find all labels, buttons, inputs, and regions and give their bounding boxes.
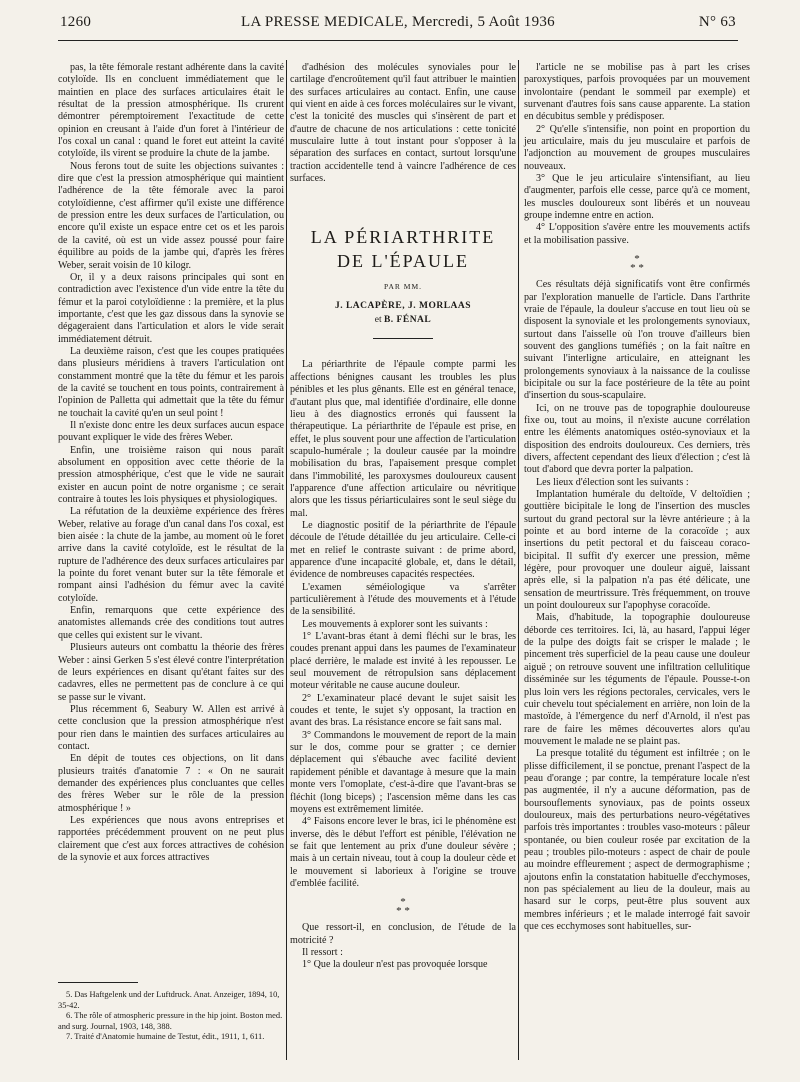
page-header bbox=[60, 14, 736, 38]
paragraph: En dépit de toutes ces objections, on lit dans plusieurs traités d'anatomie 7 : « On ne saurait demander des expériences plus concluantes que celles des frères Weber sur le rôle de la pression atmosphérique ! » bbox=[58, 753, 284, 814]
paragraph: Implantation humérale du deltoïde, V deltoïdien ; gouttière bicipitale le long de l'insertion des muscles surtout du grand pectoral sur la lèvre antérieure ; à la pointe et au bord interne de la coracoïde ; aux insertions du petit pectoral et du faisceau coraco-bicipital. Il suffit d'y exercer une pression, même légère, pour provoquer une douleur aiguë, laissant après elle, si la palpation n'a pas été délicate, une sensation de meurtrissure. Très fréquemment, on trouve un point douloureux sur l'apophyse coracoïde. bbox=[524, 489, 750, 612]
by-label: PAR MM. bbox=[384, 282, 422, 292]
header-rule bbox=[58, 40, 738, 41]
paragraph: La deuxième raison, c'est que les coupes pratiquées dans plusieurs méridiens à travers l'articulation ont constamment montré que la tête du fémur et les parois de la cavité se touchent en tous points, contrairement à l'opinion de Palletta qui admettait que la tête du fémur ne touchait la cavité qu'en un seul point ! bbox=[58, 345, 284, 419]
paragraph: 1° L'avant-bras étant à demi fléchi sur le bras, les coudes prenant appui dans les paumes de l'examinateur placé derrière, le malade est invité à les repousser. Le seul mouvement de rétropulsion sans déplacement moteur véritable ne cause aucune douleur. bbox=[290, 631, 516, 692]
column-2-conclusion bbox=[290, 922, 516, 971]
paragraph: Plusieurs auteurs ont combattu la théorie des frères Weber : ainsi Gerken 5 s'est élevé contre l'interprétation de leurs expériences en disant qu'étant faites sur des cadavres, elles ne permettent pas de conclure à ce qui se passe sur le vivant. bbox=[58, 642, 284, 703]
paragraph: Enfin, une troisième raison qui nous paraît absolument en opposition avec cette théorie de la pression atmosphérique, c'est que le vide ne saurait exister en aucun point de notre organisme ; ce serait contraire à toutes les lois physiques et physiologiques. bbox=[58, 444, 284, 506]
page-number: 1260 bbox=[60, 14, 92, 30]
paragraph: Les mouvements à explorer sont les suivants : bbox=[302, 618, 488, 630]
paragraph: La réfutation de la deuxième expérience des frères Weber, relative au forage d'un canal dans l'os coxal, est bien aisée : la chute de la jambe, au moment où le foret arrive dans la cavité cotyloïde, est le résultat de la rupture de l'adhérence des deux surfaces articulaires par la pointe du foret venant buter sur la tête fémorale et rompant ainsi l'adhésion du fémur avec la cavité cotyloïde. bbox=[58, 506, 284, 604]
column-3 bbox=[524, 62, 750, 933]
paragraph: 2° Qu'elle s'intensifie, non point en proportion du jeu articulaire, mais du jeu musculaire et parfois de l'adjonction au mouvement de groupes musculaires nouveaux. bbox=[524, 123, 750, 172]
paragraph: Enfin, remarquons que cette expérience des anatomistes allemands crée des conditions tout autres que celles qui existent sur le vivant. bbox=[58, 605, 284, 641]
article-title-line-2: DE L'ÉPAULE bbox=[336, 251, 470, 272]
authors-line-2 bbox=[290, 314, 516, 326]
issue-number: N° 63 bbox=[698, 14, 736, 30]
authors-line-1: J. LACAPÈRE, J. MORLAAS bbox=[334, 300, 472, 311]
article-title-block bbox=[290, 225, 516, 339]
asterism-bottom: * * bbox=[630, 262, 644, 275]
paragraph: l'article ne se mobilise pas à part les crises paroxystiques, parfois provoquées par un mouvement involontaire (pendant le sommeil par exemple) et survenant d'autres fois sans cause apparente. La station en décubitus semble y prédisposer. bbox=[524, 62, 750, 123]
paragraph: Les lieux d'élection sont les suivants : bbox=[536, 476, 689, 488]
footnote: 6. The rôle of atmospheric pressure in the hip joint. Boston med. and surg. Journal, 1903, 148, 388. bbox=[58, 1011, 283, 1031]
column-2-body bbox=[290, 359, 516, 890]
paragraph: 3° Que le jeu articulaire s'intensifiant, au lieu d'augmenter, parfois elle cesse, parce qu'à ce moment, les muscles douloureux sont libérés et un nouveau groupe indemne entre en action. bbox=[524, 173, 750, 222]
paragraph: 1° Que la douleur n'est pas provoquée lorsque bbox=[302, 959, 488, 971]
column-divider-right bbox=[518, 60, 519, 1060]
journal-title: LA PRESSE MEDICALE, Mercredi, 5 Août 1936 bbox=[241, 14, 555, 30]
authors-conjunction: et bbox=[374, 315, 382, 326]
paragraph: Nous ferons tout de suite les objections suivantes : dire que c'est la pression atmosphérique qui maintient l'adhérence de la tête fémorale avec la paroi cotyloïdienne, c'est affirmer qu'il existe une différence de pression entre les deux surfaces de l'articulation, ou encore qu'il existe un espace entre cet os et les parois de la cavité, où est un vide assez poussé pour faire équilibre au poids de la jambe qui, d'après les frères Weber, serait voisin de 10 kilogr. bbox=[58, 160, 284, 271]
paragraph: Or, il y a deux raisons principales qui sont en contradiction avec l'existence d'un vide entre la tête du fémur et la paroi cotyloïdienne : la première, et la plus importante, c'est que les gaz dissous dans la synovie se dégageraient dans l'articulation et alors le vide serait immédiatement détruit. bbox=[58, 271, 284, 345]
paragraph: Ces résultats déjà significatifs vont être confirmés par l'exploration manuelle de l'article. Dans l'arthrite vraie de l'épaule, la douleur s'accuse en tout lieu où se disposent la synoviale et les prolongements synoviaux, surtout dans l'aisselle où l'on trouve d'ailleurs bien souvent des ganglions tuméfiés ; on la fait naître en suivant l'interligne articulaire, en atteignant les prolongements synoviaux à la naissance de la coulisse bicipitale ou sur la face postérieure de la tête au point d'insertion du sous-scapulaire. bbox=[524, 279, 750, 402]
asterism-column-2: * * * bbox=[396, 896, 410, 918]
column-1 bbox=[58, 62, 284, 864]
column-3-intro bbox=[524, 62, 750, 247]
paragraph: 3° Commandons le mouvement de report de la main sur le dos, comme pour se gratter ; ce dernier déplacement qui s'ébauche avec facilité devient rapidement pénible et davantage à mesure que la main monte vers l'omoplate, c'est-à-dire que l'avant-bras se fléchit (long biceps) ; l'ascension même dans les cas moyens est extrêmement limitée. bbox=[290, 729, 516, 815]
column-2-intro bbox=[290, 62, 516, 185]
paragraph: Plus récemment 6, Seabury W. Allen est arrivé à cette conclusion que la pression atmosphérique n'est pour rien dans le maintien des surfaces articulaires au contact. bbox=[58, 703, 284, 752]
column-2 bbox=[290, 62, 516, 972]
paragraph: Mais, d'habitude, la topographie douloureuse déborde ces territoires. Ici, là, au hasard, l'appui léger de la pulpe des doigts fait se crisper le malade ; le pincement très superficiel de la peau cause une douleur aiguë ; on retrouve souvent une infiltration cellulitique disséminée sur les téguments de l'épaule. Pousse-t-on plus loin vers les régions pectorales, cervicales, vers le cuir chevelu tout spécialement en arrière, non loin de la mastoïde, à l'émergence du nerf d'Arnold, il n'est pas rare de faire les mêmes découvertes alors qu'au mouvement le malade ne se plaint pas. bbox=[524, 612, 750, 747]
paragraph: La presque totalité du tégument est infiltrée ; on le plisse difficilement, il se ponctue, prenant l'aspect de la peau d'orange ; par contre, la température locale n'est pas augmentée, il n'y a aucune déformation, pas de boursouflements synoviaux, pas de points osseux douloureux, mais des perturbations neuro-végétatives parfois très importantes : troubles vaso-moteurs : pâleur spontanée, ou bien couleur rosée par excitation de la peau ; troubles pilo-moteurs : aspect de chair de poule au moindre effleurement ; aspect de dermographisme ; ajoutons enfin la constatation habituelle d'ecchymoses, non pas spécialement au lieu de la douleur, mais au hasard sur le corps, peut-être plus souvent aux membres inférieurs ; et le malade interrogé fait savoir que ces ecchymoses sont habituelles, sur- bbox=[524, 748, 750, 933]
paragraph: Que ressort-il, en conclusion, de l'étude de la motricité ? bbox=[290, 922, 516, 946]
paragraph: Il ressort : bbox=[302, 946, 343, 958]
paragraph: 4° Faisons encore lever le bras, ici le phénomène est inverse, dès le début l'effort est pénible, l'élévation ne se fait que lentement au prix d'une douleur sévère ; mais à un certain niveau, tout à coup la douleur cède et le mouvement si laborieux à l'origine se trouve d'emblée facilité. bbox=[290, 816, 516, 889]
footnote: 5. Das Haftgelenk und der Luftdruck. Anat. Anzeiger, 1894, 10, 35-42. bbox=[58, 990, 280, 1010]
column-3-body bbox=[524, 279, 750, 933]
paragraph: Les expériences que nous avons entreprises et rapportées précédemment prouvent on ne peut plus clairement que c'est aux forces attractives de cohésion de la synovie et aux forces attractives bbox=[58, 814, 284, 863]
footnotes bbox=[58, 990, 284, 1043]
asterism-top: * bbox=[634, 253, 640, 266]
paragraph: d'adhésion des molécules synoviales pour le cartilage d'encroûtement qu'il faut attribuer le maintien des surfaces articulaires au contact. Enfin, une cause qui vient en aide à ces forces moléculaires sur le vivant, c'est la tonicité des muscles qui s'insèrent de part et d'autre de chacune de nos articulations : cette tonicité musculaire lutte à tout instant pour s'opposer à la séparation des surfaces en contact, surtout lorsqu'une traction accidentelle tend à vaincre l'adhérence de ces surfaces. bbox=[290, 62, 516, 185]
paragraph: La périarthrite de l'épaule compte parmi les affections bénignes causant les troubles les plus pénibles et les plus gênants. Elle est en général tenace, d'autant plus que, mal identifiée d'ordinaire, elle donne lieu à des diagnostics erronés qui faussent la thérapeutique. La périarthrite de l'épaule est prise, en effet, le plus souvent pour une affection de l'articulation scapulo-humérale ; la douleur causée par la moindre mobilisation du bras, l'apaisement presque complet dans l'immobilité, les paroxysmes douloureux causent l'apparence d'une affection articulaire ou névritique alors que les tissus périarticulaires sont le seul siège du mal. bbox=[290, 359, 516, 519]
article-title-line-1: LA PÉRIARTHRITE bbox=[310, 227, 496, 248]
paragraph: Il n'existe donc entre les deux surfaces aucun espace pouvant expliquer le vide des frères Weber. bbox=[58, 419, 284, 444]
paragraph: Le diagnostic positif de la périarthrite de l'épaule découle de l'étude détaillée du jeu articulaire. Celle-ci met en relief le contraste suivant : de prime abord, apparence d'une incapacité globale, et, dans le détail, évidence de nombreuses capacités respectées. bbox=[290, 519, 516, 581]
author-fenal: B. FÉNAL bbox=[383, 315, 432, 326]
paragraph: 4° L'opposition s'avère entre les mouvements actifs et la mobilisation passive. bbox=[524, 222, 750, 246]
column-divider-left bbox=[286, 60, 287, 1060]
paragraph: pas, la tête fémorale restant adhérente dans la cavité cotyloïde. Ils en concluent immédiatement que le maintien en place des surfaces articulaires était le résultat de la pression atmosphérique. Ils crurent démontrer péremptoirement l'exactitude de cette opinion en creusant à l'aide d'un foret à l'intérieur de l'os coxal un canal : quand le foret eut atteint la cavité cotyloïde, ils virent se produire la chute de la jambe. bbox=[58, 62, 284, 160]
footnote-rule bbox=[58, 982, 138, 983]
asterism-column-3 bbox=[524, 255, 750, 273]
footnote: 7. Traité d'Anatomie humaine de Testut, édit., 1911, 1, 611. bbox=[66, 1032, 265, 1041]
paragraph: Ici, on ne trouve pas de topographie douloureuse fixe ou, tout au moins, il n'existe aucune corrélation entre les éléments anatomiques ostéo-synoviaux et la disposition des endroits douloureux. Ces derniers, très divers, affectent cependant des lieux d'élection ; c'est là tout d'abord que devra porter la palpation. bbox=[524, 402, 750, 476]
paragraph: L'examen séméiologique va s'arrêter particulièrement à l'étude des mouvements et à l'étude de la sensibilité. bbox=[290, 581, 516, 618]
paragraph: 2° L'examinateur placé devant le sujet saisit les coudes et tente, le sujet s'y opposant, la traction en avant des bras. La résistance encore se fait sans mal. bbox=[290, 692, 516, 729]
title-rule bbox=[373, 338, 433, 339]
